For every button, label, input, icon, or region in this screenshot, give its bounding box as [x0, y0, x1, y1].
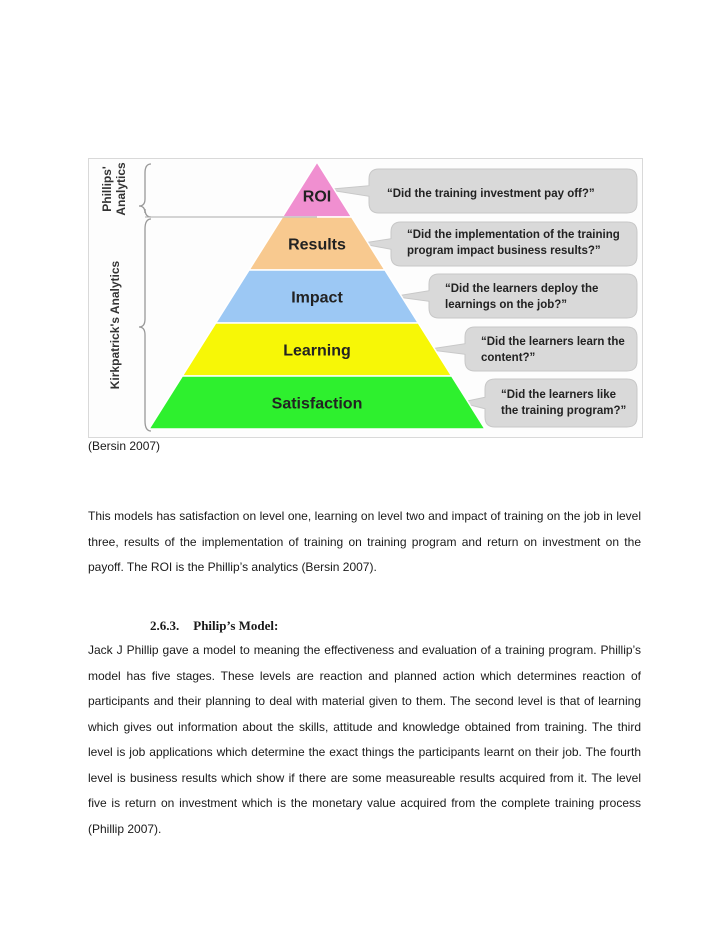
level-label: Satisfaction [271, 395, 363, 413]
level-question: content?” [481, 352, 536, 364]
section-title: Philip’s Model: [193, 618, 279, 633]
phillips-label: Phillips' [100, 166, 114, 212]
text-line: level is job applications which determine the exact things the participants learnt on their job. The fourth [88, 745, 641, 759]
level-question: program impact business results?” [407, 245, 601, 257]
text-line: which gives out information about the skills, attitude and knowledge obtained from training. The third [88, 719, 641, 734]
paragraph-phillips-model [88, 638, 641, 842]
level-question: the training program?” [501, 405, 627, 417]
level-question: “Did the learners learn the [481, 336, 625, 348]
text-line: model has five stages. These levels are reaction and planned action which determines reaction of [88, 668, 641, 683]
section-number: 2.6.3. [150, 618, 180, 633]
level-label: Impact [291, 289, 343, 307]
text-line: Jack J Phillip gave a model to meaning the effectiveness and evaluation of a training program. Phillip’s [88, 643, 641, 657]
text-line: This models has satisfaction on level one, learning on level two and impact of training on the job in level [88, 509, 641, 523]
text-line: five is return on investment which is the monetary value acquired from the complete training process [88, 796, 641, 810]
kirkpatrick-brace [139, 219, 151, 431]
level-label: Results [288, 236, 346, 254]
phillips-label: Analytics [114, 162, 128, 216]
text-line: (Phillip 2007). [88, 821, 162, 836]
callout-bubble [460, 379, 637, 427]
callout-bubble [427, 327, 637, 371]
section-heading [150, 618, 278, 634]
figure-caption: (Bersin 2007) [88, 439, 161, 453]
kirkpatrick-label: Kirkpatrick's Analytics [108, 260, 122, 390]
text-line: participants and their planning to deal with material given to them. The second level is that of learning [88, 694, 641, 708]
level-question: “Did the learners like [501, 389, 617, 401]
callout-bubble [394, 274, 637, 318]
level-question: “Did the training investment pay off?” [387, 188, 595, 200]
level-question: “Did the implementation of the training [407, 229, 620, 241]
pyramid-diagram [89, 159, 642, 437]
phillips-brace [139, 164, 151, 217]
text-line: payoff. The ROI is the Phillip’s analytics (Bersin 2007). [88, 560, 377, 574]
analytics-pyramid-figure [88, 158, 643, 438]
text-line: three, results of the implementation of training on training program and return on investment on the [88, 534, 641, 549]
level-question: learnings on the job?” [445, 299, 568, 311]
paragraph-intro [88, 504, 641, 581]
level-label: ROI [302, 188, 332, 206]
text-line: level is business results which show if there are some measureable results acquired from it. The level [88, 770, 641, 785]
level-question: “Did the learners deploy the [445, 283, 599, 295]
level-label: Learning [283, 342, 351, 360]
